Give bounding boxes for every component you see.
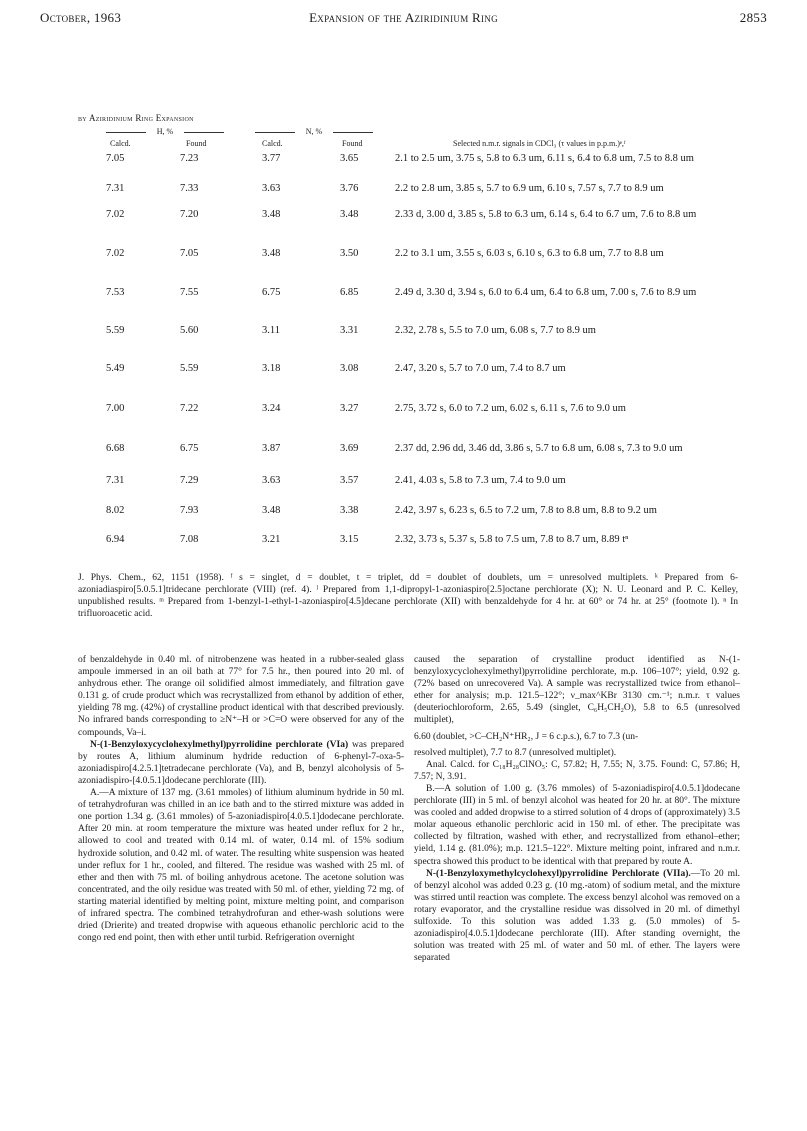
compound-heading: N-(1-Benzyloxymethylcyclohexyl)pyrrolidine Perchlorate (VIIa). (426, 868, 691, 879)
cell-found-h: 7.20 (180, 209, 199, 220)
cell-calcd-h: 5.49 (106, 363, 125, 374)
paragraph-text: —To 20 ml. of benzyl alcohol was added 0.23 g. (10 mg.-atom) of sodium metal, and the mixture was stirred until reaction was complete. The excess benzyl alcohol was removed on a rotary evaporator, and the crystalline residue was dissolved in 20 ml. of dimethyl sulfoxide. To this solution was added 1.33 g. (5.0 mmoles) of 5-azoniadispiro[4.0.5.1]dodecane perchlorate (III). After standing overnight, the solution was treated with 25 ml. of water and 50 ml. of ether. The layers were separated (414, 868, 740, 964)
cell-calcd-n: 3.21 (262, 534, 281, 545)
cell-found-h: 7.55 (180, 287, 199, 298)
cell-nmr-signals: 2.1 to 2.5 um, 3.75 s, 5.8 to 6.3 um, 6.11 s, 6.4 to 6.8 um, 7.5 to 8.8 um (395, 153, 694, 164)
cell-found-n: 3.76 (340, 183, 359, 194)
cell-calcd-h: 6.68 (106, 443, 125, 454)
cell-calcd-h: 7.31 (106, 183, 125, 194)
cell-found-n: 3.57 (340, 475, 359, 486)
cell-calcd-h: 7.02 (106, 209, 125, 220)
cell-nmr-signals: 2.2 to 2.8 um, 3.85 s, 5.7 to 6.9 um, 6.10 s, 7.57 s, 7.7 to 8.9 um (395, 183, 664, 194)
paragraph: A.—A mixture of 137 mg. (3.61 mmoles) of lithium aluminum hydride in 50 ml. of tetrahydrofuran was chilled in an ice bath and to the stirred mixture was added in one portion 1.34 g. (3.61 mmoles) of 5-azoniadispiro[4.0.5.1]dodecane perchlorate. After 20 min. at room temperature the mixture was heated under reflux for 2 hr., allowed to cool and treated with 0.14 ml. of water, 0.14 ml. of 15% sodium hydroxide solution, and 0.42 ml. of water. The resulting white suspension was heated under reflux for 1 hr., cooled, and filtered. The residue was washed with 25 ml. of ether and then with 75 ml. of boiling anhydrous acetone. The acetone solution was concentrated, and the oily residue was treated with 50 ml. of ether, yielding 72 mg. of starting material identified by melting point, mixture melting point, and comparison of infrared spectra. The combined tetrahydrofuran and ether-wash solutions were dried (Drierite) and treated dropwise with aqueous ethanolic perchloric acid to the congo red end point, then with ether until turbid. Refrigeration overnight (78, 788, 404, 944)
table-caption: by Aziridinium Ring Expansion (78, 113, 194, 123)
cell-nmr-signals: 2.37 dd, 2.96 dd, 3.46 dd, 3.86 s, 5.7 to 6.8 um, 6.08 s, 7.3 to 9.0 um (395, 443, 683, 454)
cell-found-n: 3.38 (340, 505, 359, 516)
group-header-h: H, % (106, 127, 224, 136)
cell-found-n: 3.15 (340, 534, 359, 545)
col-header-nmr: Selected n.m.r. signals in CDCl₃ (τ values in p.p.m.)ᵉ,ᶠ (453, 139, 626, 148)
cell-found-n: 3.50 (340, 248, 359, 259)
cell-calcd-h: 5.59 (106, 325, 125, 336)
cell-found-h: 7.33 (180, 183, 199, 194)
paragraph: resolved multiplet), 7.7 to 8.7 (unresolved multiplet). (414, 747, 617, 758)
cell-found-h: 7.93 (180, 505, 199, 516)
col-header-found-h: Found (186, 139, 207, 148)
cell-calcd-h: 7.31 (106, 475, 125, 486)
header-title: Expansion of the Aziridinium Ring (309, 10, 498, 25)
col-header-calcd-n: Calcd. (262, 139, 283, 148)
cell-nmr-signals: 2.41, 4.03 s, 5.8 to 7.3 um, 7.4 to 9.0 um (395, 475, 566, 486)
cell-found-n: 3.48 (340, 209, 359, 220)
cell-found-h: 7.05 (180, 248, 199, 259)
cell-calcd-n: 6.75 (262, 287, 281, 298)
cell-nmr-signals: 2.33 d, 3.00 d, 3.85 s, 5.8 to 6.3 um, 6.14 s, 6.4 to 6.7 um, 7.6 to 8.8 um (395, 209, 697, 220)
paragraph: of benzaldehyde in 0.40 ml. of nitrobenzene was heated in a rubber-sealed glass ampoule immersed in an oil bath at 77° for 7.5 hr., then poured into 20 ml. of anhydrous ether. The orange oil solidified almost immediately, and filtration gave 0.131 g. of crude product which was recrystallized from ethanol by addition of ether, yielding 78 mg. (42%) of crystalline product identical with that described previously. No infrared bands corresponding to ≥N⁺–H or >C=O were observed for any of the compounds, Va–i. (78, 655, 404, 738)
paragraph (78, 739, 404, 787)
cell-calcd-n: 3.24 (262, 403, 281, 414)
paragraph: caused the separation of crystalline product identified as N-(1-benzyloxycyclohexylmethyl)pyrrolidine perchlorate, m.p. 106–107°; yield, 0.92 g. (72% based on unrecovered Va). A sample was recrystallized twice from ethanol–ether for analysis; m.p. 121.5–122°; ν_max^KBr 3130 cm.⁻¹; n.m.r. τ values (deuteriochloroform, 2.65, 5.49 (singlet, C₆H₅CH₂O), 5.8 to 6.5 (unresolved multiplet), (414, 655, 740, 726)
cell-found-n: 6.85 (340, 287, 359, 298)
paragraph-text: was prepared by routes A, lithium aluminum hydride reduction of 6-phenyl-7-oxa-5-azoniadispiro[4.2.5.1]tetradecane perchlorate (Va), and B, benzyl alcoholysis of 5-azoniadispiro-[4.0.5.1]dodecane perchlorate (III). (78, 739, 404, 786)
cell-found-n: 3.08 (340, 363, 359, 374)
header-date: October, 1963 (40, 10, 122, 25)
analysis-paragraph: Anal. Calcd. for C₁₈H₂₈ClNO₅: C, 57.82; H, 7.55; N, 3.75. Found: C, 57.86; H, 7.57; N, 3.91. (414, 759, 740, 782)
cell-found-n: 3.65 (340, 153, 359, 164)
cell-found-h: 6.75 (180, 443, 199, 454)
cell-calcd-h: 7.00 (106, 403, 125, 414)
cell-calcd-n: 3.87 (262, 443, 281, 454)
cell-nmr-signals: 2.75, 3.72 s, 6.0 to 7.2 um, 6.02 s, 6.11 s, 7.6 to 9.0 um (395, 403, 626, 414)
cell-nmr-signals: 2.42, 3.97 s, 6.23 s, 6.5 to 7.2 um, 7.8 to 8.8 um, 8.8 to 9.2 um (395, 505, 657, 516)
cell-calcd-h: 7.02 (106, 248, 125, 259)
page-number: 2853 (739, 10, 767, 25)
right-column (414, 654, 740, 964)
cell-calcd-n: 3.63 (262, 475, 281, 486)
cell-nmr-signals: 2.32, 3.73 s, 5.37 s, 5.8 to 7.5 um, 7.8 to 8.7 um, 8.89 tⁿ (395, 534, 629, 545)
running-header (40, 10, 767, 30)
cell-nmr-signals: 2.47, 3.20 s, 5.7 to 7.0 um, 7.4 to 8.7 um (395, 363, 566, 374)
col-header-found-n: Found (342, 139, 363, 148)
cell-found-h: 5.60 (180, 325, 199, 336)
cell-calcd-h: 7.53 (106, 287, 125, 298)
cell-calcd-n: 3.48 (262, 248, 281, 259)
cell-calcd-n: 3.48 (262, 209, 281, 220)
cell-calcd-n: 3.11 (262, 325, 280, 336)
cell-nmr-signals: 2.32, 2.78 s, 5.5 to 7.0 um, 6.08 s, 7.7 to 8.9 um (395, 325, 596, 336)
col-header-calcd-h: Calcd. (110, 139, 131, 148)
cell-calcd-n: 3.77 (262, 153, 281, 164)
cell-found-n: 3.31 (340, 325, 359, 336)
cell-nmr-signals: 2.2 to 3.1 um, 3.55 s, 6.03 s, 6.10 s, 6.3 to 6.8 um, 7.7 to 8.8 um (395, 248, 664, 259)
group-header-n: N, % (255, 127, 373, 136)
left-column (78, 654, 404, 944)
cell-calcd-n: 3.48 (262, 505, 281, 516)
cell-calcd-h: 8.02 (106, 505, 125, 516)
cell-calcd-n: 3.18 (262, 363, 281, 374)
cell-calcd-n: 3.63 (262, 183, 281, 194)
cell-calcd-h: 6.94 (106, 534, 125, 545)
cell-found-n: 3.69 (340, 443, 359, 454)
paragraph: 6.60 (doublet, >C–CH₂N⁺HR₂, J = 6 c.p.s.), 6.7 to 7.3 (un- (414, 731, 639, 742)
cell-nmr-signals: 2.49 d, 3.30 d, 3.94 s, 6.0 to 6.4 um, 6.4 to 6.8 um, 7.00 s, 7.6 to 8.9 um (395, 287, 697, 298)
cell-found-h: 7.23 (180, 153, 199, 164)
paragraph: B.—A solution of 1.00 g. (3.76 mmoles) of 5-azoniadispiro[4.0.5.1]dodecane perchlorate (III) in 5 ml. of benzyl alcohol was heated for 20 hr. at 80°. The mixture was cooled and added dropwise to a stirred solution of 4 drops of (approximately) 3.5 molar aqueous ethanolic perchloric acid in 150 ml. of ether. The precipitate was collected by filtration, washed with ether, and recrystallized from ethanol–ether; yield, 1.14 g. (81.0%); m.p. 121.5–122°. Mixture melting point, infrared and n.m.r. spectra showed this product to be identical with that prepared by route A. (414, 783, 740, 867)
table-footnotes: J. Phys. Chem., 62, 1151 (1958). ᶠ s = singlet, d = doublet, t = triplet, dd = doublet of doublets, um = unresolved multiplets. ᵏ Prepared from 6-azoniadiaspiro[5.0.5.1]tridecane perchlorate (VIII) (ref. 4). ˡ Prepared from 1,1-dipropyl-1-azoniaspiro[2.5]octane perchlorate (X); N. U. Leonard and P. C. Kelley, unpublished results. ᵐ Prepared from 1-benzyl-1-ethyl-1-azoniaspiro[4.5]decane perchlorate (XII) with benzaldehyde for 4 hr. at 60° or 74 hr. at 25° (footnote l). ⁿ In trifluoroacetic acid. (78, 573, 738, 619)
paragraph (414, 868, 740, 965)
cell-calcd-h: 7.05 (106, 153, 125, 164)
compound-heading: N-(1-Benzyloxycyclohexylmethyl)pyrrolidine perchlorate (VIa) (90, 739, 349, 750)
cell-found-n: 3.27 (340, 403, 359, 414)
cell-found-h: 5.59 (180, 363, 199, 374)
cell-found-h: 7.29 (180, 475, 199, 486)
cell-found-h: 7.22 (180, 403, 199, 414)
cell-found-h: 7.08 (180, 534, 199, 545)
